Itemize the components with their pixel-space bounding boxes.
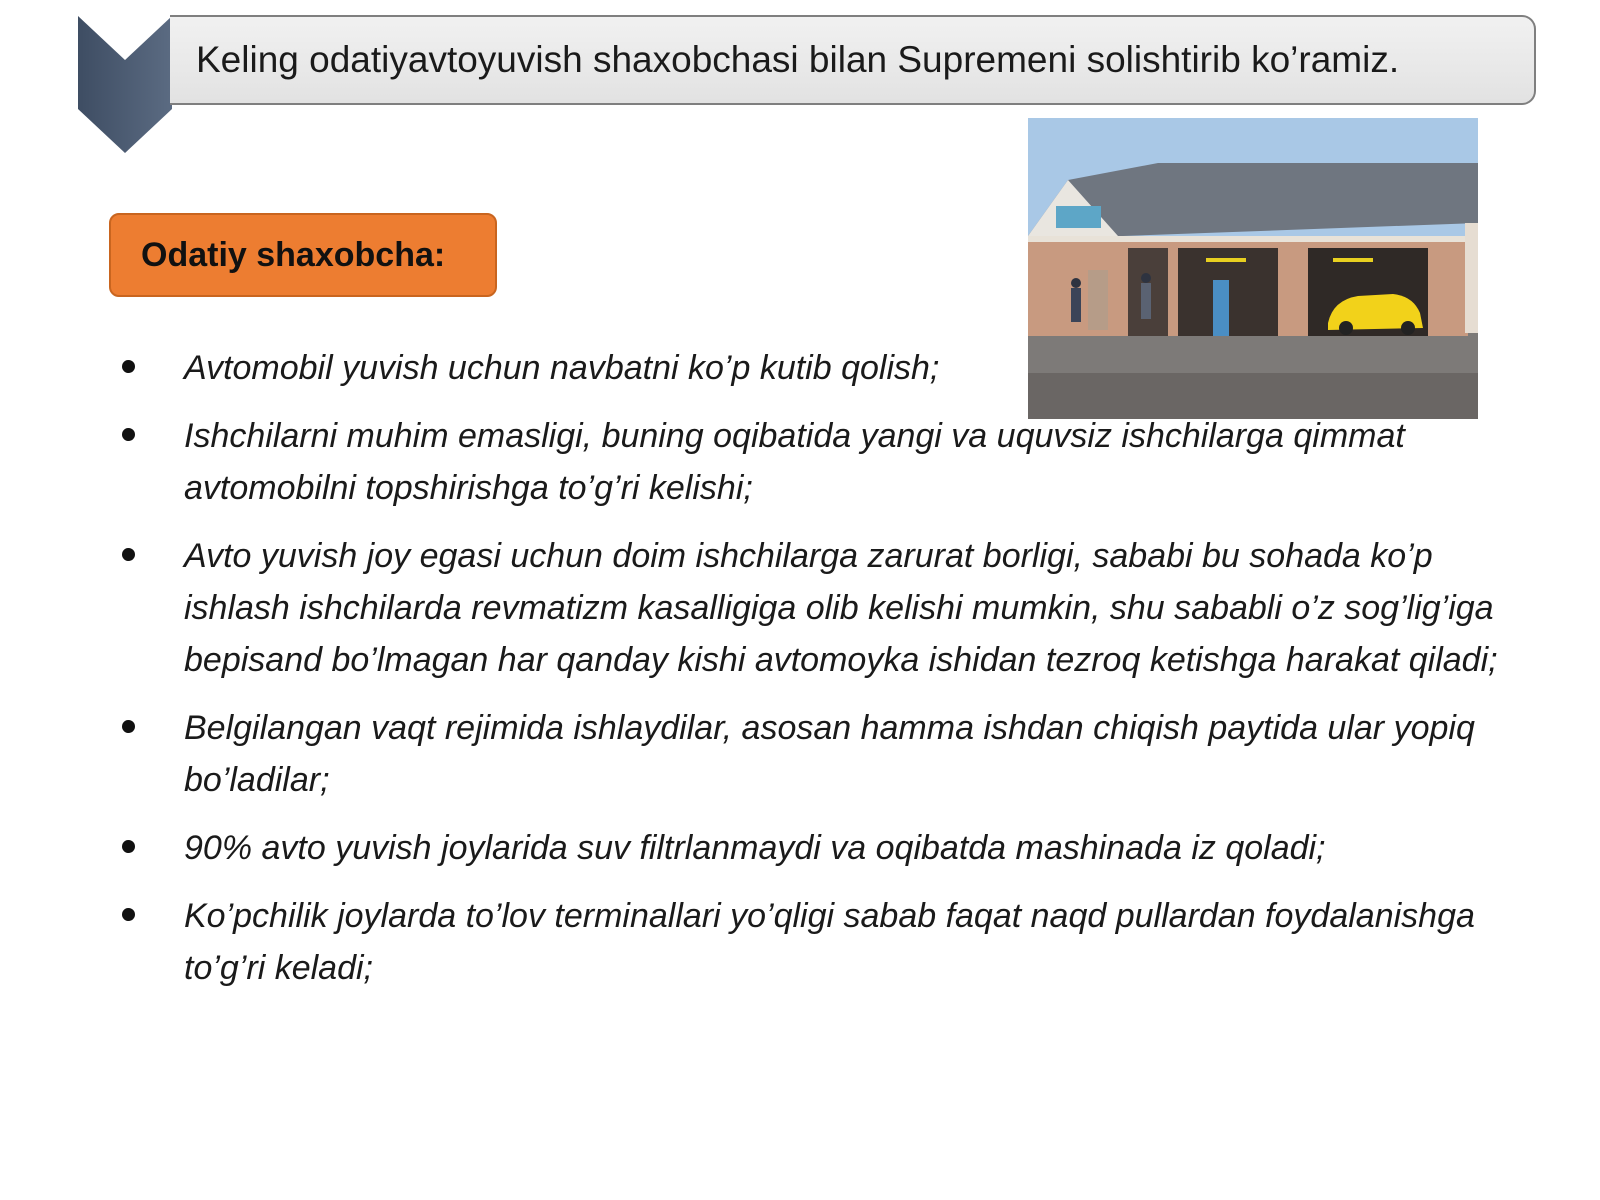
list-item: Ishchilarni muhim emasligi, buning oqibatida yangi va uquvsiz ishchilarga qimmat avtomobilni topshirishga to’g’ri kelishi; <box>120 410 1540 514</box>
bullet-dot-icon <box>122 908 135 921</box>
title-banner <box>170 15 1536 105</box>
section-label-box <box>109 213 497 297</box>
chevron-arrow-icon <box>78 14 172 154</box>
page-title: Keling odatiyavtoyuvish shaxobchasi bilan Supremeni solishtirib ko’ramiz. <box>196 39 1400 80</box>
bullet-dot-icon <box>122 720 135 733</box>
section-label: Odatiy shaxobcha: <box>141 235 446 274</box>
bullet-dot-icon <box>122 548 135 561</box>
bullet-dot-icon <box>122 840 135 853</box>
bullet-dot-icon <box>122 428 135 441</box>
list-item: 90% avto yuvish joylarida suv filtrlanmaydi va oqibatda mashinada iz qoladi; <box>120 822 1540 874</box>
list-item: Belgilangan vaqt rejimida ishlaydilar, asosan hamma ishdan chiqish paytida ular yopiq bo’ladilar; <box>120 702 1540 806</box>
bullet-dot-icon <box>122 360 135 373</box>
list-item: Ko’pchilik joylarda to’lov terminallari yo’qligi sabab faqat naqd pullardan foydalanishga to’g’ri keladi; <box>120 890 1540 994</box>
bullet-list <box>120 342 1540 1010</box>
list-item: Avtomobil yuvish uchun navbatni ko’p kutib qolish; <box>120 342 1064 394</box>
list-item: Avto yuvish joy egasi uchun doim ishchilarga zarurat borligi, sababi bu sohada ko’p ishlash ishchilarda revmatizm kasalligiga olib kelishi mumkin, shu sababli o’z sog’lig’iga bepisand bo’lmagan har qanday kishi avtomoyka ishidan tezroq ketishga harakat qiladi; <box>120 530 1540 686</box>
